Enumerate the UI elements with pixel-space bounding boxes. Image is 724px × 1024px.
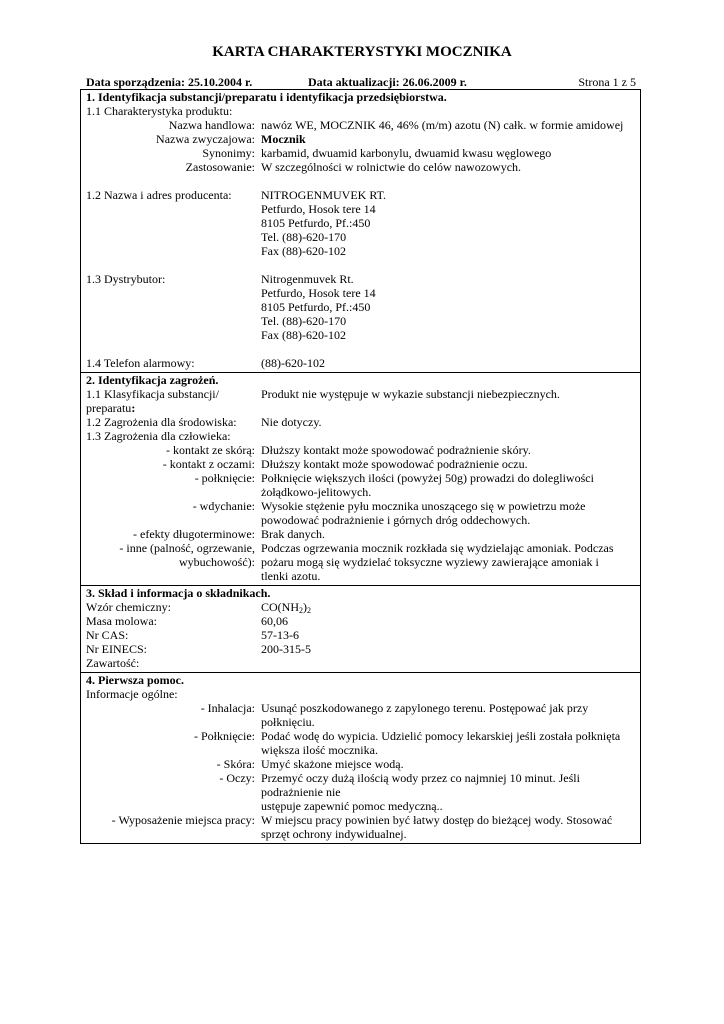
molar-mass-value: 60,06 <box>261 614 288 628</box>
section-1-heading: 1. Identyfikacja substancji/preparatu i identyfikacja przedsiębiorstwa. <box>86 90 447 104</box>
molar-mass-label: Masa molowa: <box>86 614 157 628</box>
trade-name-label: Nazwa handlowa: <box>168 118 255 132</box>
formula-row <box>86 600 636 614</box>
classification-row <box>86 387 636 415</box>
workplace-equipment-line: W miejscu pracy powinien być łatwy dostęp do bieżącej wody. Stosować <box>261 813 613 827</box>
inhalation-line: połknięciu. <box>261 715 315 729</box>
einecs-label: Nr EINECS: <box>86 642 147 656</box>
section-3 <box>81 585 640 672</box>
inhalation-row <box>86 701 636 729</box>
distributor-line: Nitrogenmuvek Rt. <box>261 272 354 286</box>
eye-aid-line: Przemyć oczy dużą ilością wody przez co najmniej 10 minut. Jeśli <box>261 771 580 785</box>
synonyms-label: Synonimy: <box>202 146 255 160</box>
skin-aid-value: Umyć skażone miejsce wodą. <box>261 757 404 771</box>
trade-name-value: nawóz WE, MOCZNIK 46, 46% (m/m) azotu (N) całk. w formie amidowej <box>261 118 624 132</box>
swallow-line: żołądkowo-jelitowych. <box>261 485 372 499</box>
longterm-row <box>86 527 636 541</box>
einecs-row <box>86 642 636 656</box>
section-2 <box>81 372 640 585</box>
eye-aid-row <box>86 771 636 813</box>
env-value: Nie dotyczy. <box>261 415 322 429</box>
producer-label: 1.2 Nazwa i adres producenta: <box>86 188 232 202</box>
inhalation-label: - Inhalacja: <box>200 701 255 715</box>
ingestion-line: większa ilość mocznika. <box>261 743 378 757</box>
date-created: Data sporządzenia: 25.10.2004 r. <box>86 75 253 89</box>
producer-row <box>86 188 636 258</box>
eye-contact-row <box>86 457 636 471</box>
swallow-line: Połknięcie większych ilości (powyżej 50g) prowadzi do dolegliwości <box>261 471 594 485</box>
classification-label-text: preparatu <box>86 401 132 415</box>
use-label: Zastosowanie: <box>185 160 255 174</box>
skin-contact-row <box>86 443 636 457</box>
trade-name-row <box>86 118 636 132</box>
workplace-equipment-label: - Wyposażenie miejsca pracy: <box>111 813 255 827</box>
section-4 <box>81 672 640 843</box>
content-value <box>261 656 636 670</box>
ingestion-line: Podać wodę do wypicia. Udzielić pomocy lekarskiej jeśli została połknięta <box>261 729 621 743</box>
eye-aid-line: podrażnienie nie <box>261 785 341 799</box>
swallow-value <box>261 471 636 499</box>
inhale-label: - wdychanie: <box>192 499 255 513</box>
use-value: W szczególności w rolnictwie do celów nawozowych. <box>261 160 522 174</box>
inhale-line: Wysokie stężenie pyłu mocznika unoszącego się w powietrzu może <box>261 499 586 513</box>
env-label: 1.2 Zagrożenia dla środowiska: <box>86 415 237 429</box>
other-hazards-row <box>86 541 636 583</box>
ingestion-value <box>261 729 636 757</box>
inhale-value <box>261 499 636 527</box>
swallow-row <box>86 471 636 499</box>
distributor-line: Tel. (88)-620-170 <box>261 314 347 328</box>
document-title: KARTA CHARAKTERYSTYKI MOCZNIKA <box>212 44 512 60</box>
classification-label-colon: : <box>131 401 136 415</box>
env-row <box>86 415 636 429</box>
alarm-value: (88)-620-102 <box>261 356 325 370</box>
longterm-value: Brak danych. <box>261 527 325 541</box>
producer-line: Petfurdo, Hosok tere 14 <box>261 202 376 216</box>
inhale-line: powodować podrażnienie i górnych dróg oddechowych. <box>261 513 531 527</box>
producer-line: NITROGENMUVEK RT. <box>261 188 387 202</box>
content-row <box>86 656 636 670</box>
general-info-label: Informacje ogólne: <box>86 687 178 701</box>
section-2-heading: 2. Identyfikacja zagrożeń. <box>86 373 219 387</box>
distributor-row <box>86 272 636 342</box>
other-hazards-label <box>86 541 261 583</box>
inhalation-value <box>261 701 636 729</box>
alarm-row <box>86 356 636 370</box>
alarm-label: 1.4 Telefon alarmowy: <box>86 356 195 370</box>
eye-aid-line: ustępuje zapewnić pomoc medyczną.. <box>261 799 443 813</box>
other-hazards-label-line: wybuchowość): <box>179 555 255 569</box>
formula-part: CO(NH <box>261 600 299 614</box>
classification-value: Produkt nie występuje w wykazie substancji niebezpiecznych. <box>261 387 560 401</box>
eye-contact-value: Dłuższy kontakt może spowodować podrażnienie oczu. <box>261 457 528 471</box>
skin-contact-label: - kontakt ze skórą: <box>166 443 255 457</box>
ingestion-row <box>86 729 636 757</box>
workplace-equipment-value <box>261 813 636 841</box>
skin-aid-row <box>86 757 636 771</box>
human-hazards-label: 1.3 Zagrożenia dla człowieka: <box>86 429 231 443</box>
common-name-row <box>86 132 636 146</box>
common-name-label: Nazwa zwyczajowa: <box>156 132 255 146</box>
use-row <box>86 160 636 174</box>
other-hazards-line: pożaru mogą się wydzielać toksyczne wyziewy zawierające amoniak i <box>261 555 599 569</box>
cas-value: 57-13-6 <box>261 628 299 642</box>
other-hazards-line: Podczas ogrzewania mocznik rozkłada się wydzielając amoniak. Podczas <box>261 541 614 555</box>
section-1 <box>81 90 640 372</box>
distributor-address <box>261 272 636 342</box>
classification-label <box>86 387 261 415</box>
synonyms-row <box>86 146 636 160</box>
swallow-label: - połknięcie: <box>194 471 255 485</box>
other-hazards-label-line: - inne (palność, ogrzewanie, <box>119 541 255 555</box>
inhalation-line: Usunąć poszkodowanego z zapylonego terenu. Postępować jak przy <box>261 701 589 715</box>
section-4-heading: 4. Pierwsza pomoc. <box>86 673 184 687</box>
formula-value <box>261 600 636 614</box>
workplace-equipment-row <box>86 813 636 841</box>
einecs-value: 200-315-5 <box>261 642 311 656</box>
common-name-value: Mocznik <box>261 132 306 146</box>
classification-label-line <box>86 401 255 415</box>
synonyms-value: karbamid, dwuamid karbonylu, dwuamid kwasu węglowego <box>261 146 552 160</box>
distributor-label: 1.3 Dystrybutor: <box>86 272 166 286</box>
formula-subscript: 2 <box>299 606 303 615</box>
distributor-line: Fax (88)-620-102 <box>261 328 346 342</box>
date-updated: Data aktualizacji: 26.06.2009 r. <box>308 75 467 89</box>
producer-line: Fax (88)-620-102 <box>261 244 346 258</box>
page-number: Strona 1 z 5 <box>578 75 636 89</box>
producer-line: 8105 Petfurdo, Pf.:450 <box>261 216 371 230</box>
distributor-line: Petfurdo, Hosok tere 14 <box>261 286 376 300</box>
datasheet-frame <box>80 89 641 844</box>
skin-aid-label: - Skóra: <box>216 757 255 771</box>
section-3-heading: 3. Skład i informacja o składnikach. <box>86 586 271 600</box>
eye-aid-value <box>261 771 636 813</box>
formula-label: Wzór chemiczny: <box>86 600 171 614</box>
molar-mass-row <box>86 614 636 628</box>
formula-subscript: 2 <box>307 606 311 615</box>
other-hazards-value <box>261 541 636 583</box>
inhale-row <box>86 499 636 527</box>
cas-label: Nr CAS: <box>86 628 129 642</box>
other-hazards-line: tlenki azotu. <box>261 569 321 583</box>
skin-contact-value: Dłuższy kontakt może spowodować podrażnienie skóry. <box>261 443 531 457</box>
workplace-equipment-line: sprzęt ochrony indywidualnej. <box>261 827 407 841</box>
eye-contact-label: - kontakt z oczami: <box>162 457 255 471</box>
longterm-label: - efekty długoterminowe: <box>133 527 255 541</box>
eye-aid-label: - Oczy: <box>219 771 255 785</box>
content-label: Zawartość: <box>86 656 140 670</box>
classification-label-line: 1.1 Klasyfikacja substancji/ <box>86 387 219 401</box>
distributor-line: 8105 Petfurdo, Pf.:450 <box>261 300 371 314</box>
producer-line: Tel. (88)-620-170 <box>261 230 347 244</box>
formula-part: ) <box>303 600 307 614</box>
producer-address <box>261 188 636 258</box>
ingestion-label: - Połknięcie: <box>194 729 255 743</box>
subsection-1-1: 1.1 Charakterystyka produktu: <box>86 104 233 118</box>
cas-row <box>86 628 636 642</box>
